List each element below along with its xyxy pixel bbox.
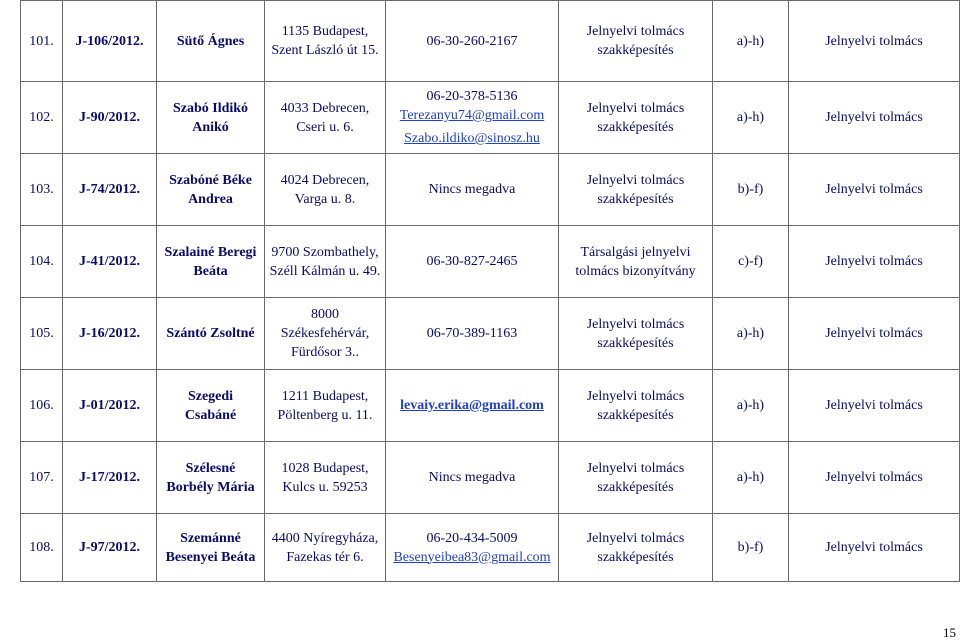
registration-id: J-41/2012. bbox=[63, 226, 157, 298]
registration-id: J-97/2012. bbox=[63, 514, 157, 582]
qualification bbox=[559, 442, 713, 514]
qualification-line: szakképesítés bbox=[597, 119, 674, 135]
table-row bbox=[21, 226, 960, 298]
qualification bbox=[559, 226, 713, 298]
scope: a)-h) bbox=[713, 82, 789, 154]
qualification-line: szakképesítés bbox=[597, 335, 674, 351]
address-line: 4400 Nyíregyháza, bbox=[271, 530, 379, 546]
role: Jelnyelvi tolmács bbox=[789, 154, 960, 226]
name-line: Szegedi bbox=[187, 388, 234, 404]
name-line: Besenyei Beáta bbox=[165, 549, 256, 565]
address bbox=[265, 298, 386, 370]
scope: b)-f) bbox=[713, 514, 789, 582]
address bbox=[265, 442, 386, 514]
qualification-line: Jelnyelvi tolmács bbox=[586, 460, 685, 476]
contact-line: 06-30-827-2465 bbox=[426, 254, 518, 269]
qualification-line: Jelnyelvi tolmács bbox=[586, 388, 685, 404]
address bbox=[265, 226, 386, 298]
name-line: Csabáné bbox=[184, 407, 237, 423]
contact bbox=[386, 1, 559, 82]
row-number: 104. bbox=[21, 226, 63, 298]
interpreter-name bbox=[157, 514, 265, 582]
qualification-line: Jelnyelvi tolmács bbox=[586, 172, 685, 188]
interpreter-name bbox=[157, 82, 265, 154]
table-row bbox=[21, 442, 960, 514]
scope: a)-h) bbox=[713, 370, 789, 442]
role: Jelnyelvi tolmács bbox=[789, 370, 960, 442]
qualification-line: Jelnyelvi tolmács bbox=[586, 24, 685, 39]
table-row bbox=[21, 514, 960, 582]
scope: a)-h) bbox=[713, 298, 789, 370]
contact bbox=[386, 298, 559, 370]
address bbox=[265, 154, 386, 226]
qualification-line: szakképesítés bbox=[597, 43, 674, 58]
address-line: Szent László út 15. bbox=[271, 43, 379, 58]
role: Jelnyelvi tolmács bbox=[789, 226, 960, 298]
email-link[interactable]: Szabo.ildiko@sinosz.hu bbox=[404, 131, 540, 146]
name-line: Andrea bbox=[188, 191, 233, 207]
qualification bbox=[559, 298, 713, 370]
name-line: Szántó Zsoltné bbox=[166, 326, 255, 341]
row-number: 101. bbox=[21, 1, 63, 82]
row-number: 108. bbox=[21, 514, 63, 582]
address-line: Cseri u. 6. bbox=[296, 119, 354, 135]
address-line: Székesfehérvár, bbox=[280, 326, 370, 341]
contact-line: 06-70-389-1163 bbox=[426, 326, 518, 341]
address bbox=[265, 370, 386, 442]
interpreter-name bbox=[157, 442, 265, 514]
row-number: 107. bbox=[21, 442, 63, 514]
contact bbox=[386, 226, 559, 298]
role: Jelnyelvi tolmács bbox=[789, 442, 960, 514]
address-line: 1211 Budapest, bbox=[281, 388, 369, 404]
table-row bbox=[21, 370, 960, 442]
address bbox=[265, 82, 386, 154]
contact-line: 06-30-260-2167 bbox=[426, 33, 518, 49]
address-line: Fazekas tér 6. bbox=[286, 549, 364, 565]
address-line: 4024 Debrecen, bbox=[280, 172, 370, 188]
address-line: 8000 bbox=[311, 307, 339, 322]
interpreter-name bbox=[157, 154, 265, 226]
scope: a)-h) bbox=[713, 1, 789, 82]
qualification bbox=[559, 82, 713, 154]
contact bbox=[386, 82, 559, 154]
role: Jelnyelvi tolmács bbox=[789, 514, 960, 582]
email-link[interactable]: Terezanyu74@gmail.com bbox=[399, 108, 545, 123]
qualification bbox=[559, 154, 713, 226]
registration-id: J-90/2012. bbox=[63, 82, 157, 154]
qualification-line: tolmács bizonyítvány bbox=[575, 263, 696, 279]
name-line: Szélesné bbox=[185, 460, 236, 476]
name-line: Szabó Ildikó bbox=[172, 100, 249, 116]
contact-line: Nincs megadva bbox=[428, 470, 516, 485]
contact bbox=[386, 514, 559, 582]
table-row bbox=[21, 1, 960, 82]
table-row bbox=[21, 298, 960, 370]
registration-id: J-01/2012. bbox=[63, 370, 157, 442]
email-link[interactable]: Besenyeibea83@gmail.com bbox=[393, 549, 551, 565]
contact-line: Nincs megadva bbox=[428, 182, 516, 197]
qualification-line: szakképesítés bbox=[597, 191, 674, 207]
registration-id: J-106/2012. bbox=[63, 1, 157, 82]
scope: c)-f) bbox=[713, 226, 789, 298]
address-line: Varga u. 8. bbox=[294, 191, 356, 207]
address-line: Fürdősor 3.. bbox=[290, 345, 360, 360]
name-line: Beáta bbox=[193, 263, 228, 279]
name-line: Sütő Ágnes bbox=[176, 33, 245, 49]
page-number: 15 bbox=[943, 625, 956, 640]
address-line: Kulcs u. 59253 bbox=[282, 479, 368, 495]
registration-id: J-74/2012. bbox=[63, 154, 157, 226]
interpreter-name bbox=[157, 1, 265, 82]
address bbox=[265, 1, 386, 82]
name-line: Szalainé Beregi bbox=[164, 244, 257, 260]
qualification-line: szakképesítés bbox=[597, 407, 674, 423]
contact-line: 06-20-434-5009 bbox=[426, 530, 518, 546]
role: Jelnyelvi tolmács bbox=[789, 298, 960, 370]
interpreter-name bbox=[157, 370, 265, 442]
email-link[interactable]: levaiy.erika@gmail.com bbox=[400, 398, 544, 413]
qualification-line: Jelnyelvi tolmács bbox=[586, 530, 685, 546]
qualification bbox=[559, 1, 713, 82]
address-line: 1135 Budapest, bbox=[281, 24, 369, 39]
registration-id: J-17/2012. bbox=[63, 442, 157, 514]
contact-line: 06-20-378-5136 bbox=[426, 89, 518, 104]
contact bbox=[386, 154, 559, 226]
row-number: 106. bbox=[21, 370, 63, 442]
contact bbox=[386, 370, 559, 442]
qualification-line: Társalgási jelnyelvi bbox=[580, 244, 691, 260]
row-number: 105. bbox=[21, 298, 63, 370]
address-line: 9700 Szombathely, bbox=[271, 244, 379, 260]
interpreter-name bbox=[157, 226, 265, 298]
address bbox=[265, 514, 386, 582]
qualification-line: szakképesítés bbox=[597, 549, 674, 565]
table-body bbox=[21, 1, 960, 582]
name-line: Anikó bbox=[192, 119, 229, 135]
scope: b)-f) bbox=[713, 154, 789, 226]
qualification-line: Jelnyelvi tolmács bbox=[586, 100, 685, 116]
qualification bbox=[559, 514, 713, 582]
row-number: 102. bbox=[21, 82, 63, 154]
row-number: 103. bbox=[21, 154, 63, 226]
name-line: Borbély Mária bbox=[166, 479, 255, 495]
scope: a)-h) bbox=[713, 442, 789, 514]
address-line: Pöltenberg u. 11. bbox=[277, 407, 373, 423]
registration-id: J-16/2012. bbox=[63, 298, 157, 370]
interpreter-name bbox=[157, 298, 265, 370]
interpreter-register-table bbox=[20, 0, 960, 582]
name-line: Szemánné bbox=[180, 530, 241, 546]
name-line: Szabóné Béke bbox=[169, 172, 252, 188]
qualification-line: Jelnyelvi tolmács bbox=[586, 316, 685, 332]
address-line: 4033 Debrecen, bbox=[280, 100, 370, 116]
role: Jelnyelvi tolmács bbox=[789, 1, 960, 82]
address-line: Széll Kálmán u. 49. bbox=[269, 263, 381, 279]
address-line: 1028 Budapest, bbox=[281, 460, 369, 476]
qualification bbox=[559, 370, 713, 442]
contact bbox=[386, 442, 559, 514]
qualification-line: szakképesítés bbox=[597, 479, 674, 495]
role: Jelnyelvi tolmács bbox=[789, 82, 960, 154]
table-row bbox=[21, 154, 960, 226]
table-row bbox=[21, 82, 960, 154]
